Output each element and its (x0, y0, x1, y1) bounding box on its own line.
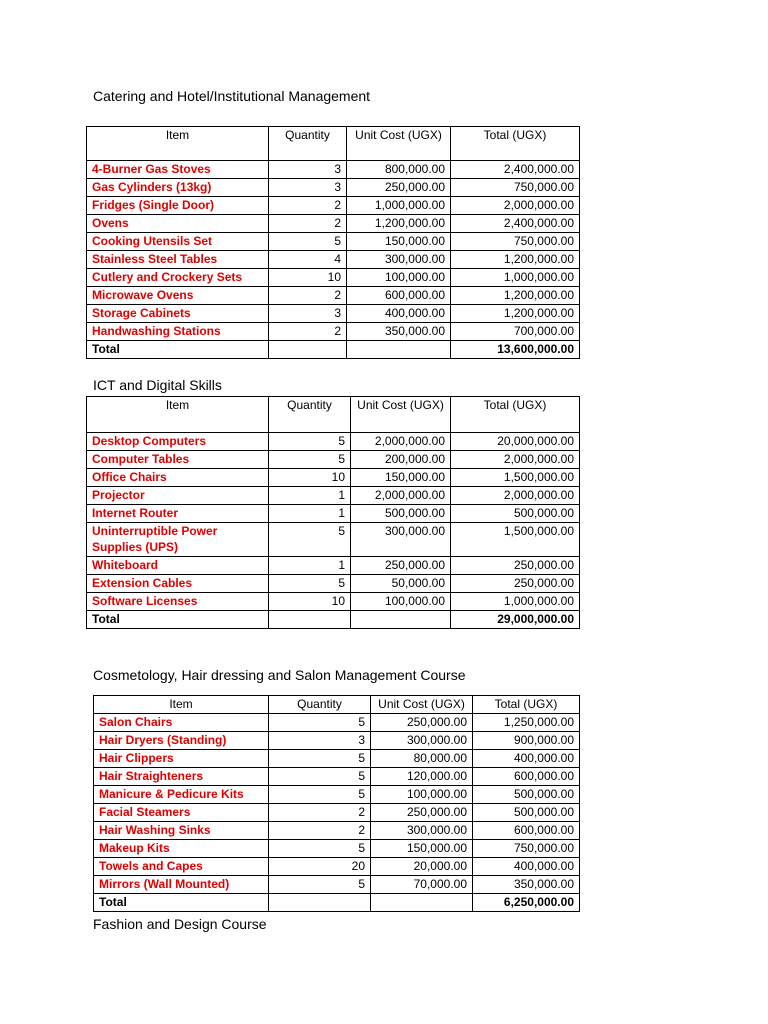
unit-cost-cell: 600,000.00 (347, 287, 451, 305)
table-row (94, 876, 580, 894)
unit-cost-cell: 250,000.00 (347, 179, 451, 197)
quantity-cell: 5 (269, 786, 371, 804)
quantity-cell: 2 (269, 323, 347, 341)
header-total: Total (UGX) (473, 696, 580, 714)
total-label: Total (87, 611, 269, 629)
unit-cost-cell: 250,000.00 (371, 714, 473, 732)
section-title-fashion: Fashion and Design Course (93, 916, 267, 932)
item-cell: Uninterruptible Power Supplies (UPS) (87, 523, 269, 557)
unit-cost-cell: 100,000.00 (347, 269, 451, 287)
table-body (87, 433, 580, 611)
table-header-row (94, 696, 580, 714)
total-cell: 700,000.00 (451, 323, 580, 341)
header-total: Total (UGX) (451, 397, 580, 433)
total-cell: 600,000.00 (473, 768, 580, 786)
unit-cost-cell: 150,000.00 (347, 233, 451, 251)
total-cell: 1,000,000.00 (451, 593, 580, 611)
table-row (87, 215, 580, 233)
total-value: 13,600,000.00 (451, 341, 580, 359)
total-cell: 750,000.00 (473, 840, 580, 858)
table-row (87, 251, 580, 269)
total-cell: 400,000.00 (473, 858, 580, 876)
total-cell: 1,000,000.00 (451, 269, 580, 287)
header-item: Item (87, 397, 269, 433)
unit-cost-cell: 50,000.00 (351, 575, 451, 593)
quantity-cell: 3 (269, 161, 347, 179)
table-row (87, 233, 580, 251)
total-cell: 500,000.00 (473, 786, 580, 804)
unit-cost-cell: 300,000.00 (371, 732, 473, 750)
table-row (87, 487, 580, 505)
item-cell: Internet Router (87, 505, 269, 523)
item-cell: Towels and Capes (94, 858, 269, 876)
quantity-cell: 5 (269, 876, 371, 894)
table-row (94, 714, 580, 732)
unit-cost-cell: 70,000.00 (371, 876, 473, 894)
table-header-row (87, 127, 580, 161)
total-row (94, 894, 580, 912)
quantity-cell: 5 (269, 750, 371, 768)
header-total: Total (UGX) (451, 127, 580, 161)
item-cell: Microwave Ovens (87, 287, 269, 305)
quantity-cell: 2 (269, 215, 347, 233)
item-cell: 4-Burner Gas Stoves (87, 161, 269, 179)
header-unit-cost: Unit Cost (UGX) (351, 397, 451, 433)
total-cell: 400,000.00 (473, 750, 580, 768)
item-cell: Stainless Steel Tables (87, 251, 269, 269)
table-row (87, 305, 580, 323)
table-row (94, 750, 580, 768)
total-cell: 600,000.00 (473, 822, 580, 840)
table-row (94, 804, 580, 822)
total-cell: 1,500,000.00 (451, 523, 580, 557)
unit-cost-cell: 350,000.00 (347, 323, 451, 341)
item-cell: Computer Tables (87, 451, 269, 469)
table-row (87, 451, 580, 469)
item-cell: Manicure & Pedicure Kits (94, 786, 269, 804)
quantity-cell: 5 (269, 523, 351, 557)
unit-cost-cell: 800,000.00 (347, 161, 451, 179)
header-item: Item (94, 696, 269, 714)
item-cell: Whiteboard (87, 557, 269, 575)
header-unit-cost: Unit Cost (UGX) (371, 696, 473, 714)
quantity-cell: 2 (269, 287, 347, 305)
ict-budget-table (86, 396, 580, 629)
total-cell: 1,500,000.00 (451, 469, 580, 487)
item-cell: Handwashing Stations (87, 323, 269, 341)
unit-cost-cell: 500,000.00 (351, 505, 451, 523)
unit-cost-cell: 250,000.00 (371, 804, 473, 822)
quantity-cell: 2 (269, 822, 371, 840)
total-cell: 20,000,000.00 (451, 433, 580, 451)
total-cell: 750,000.00 (451, 179, 580, 197)
unit-cost-cell: 300,000.00 (371, 822, 473, 840)
unit-cost-cell: 120,000.00 (371, 768, 473, 786)
item-cell: Cutlery and Crockery Sets (87, 269, 269, 287)
table-row (87, 269, 580, 287)
unit-cost-cell: 80,000.00 (371, 750, 473, 768)
table-row (94, 840, 580, 858)
total-value: 29,000,000.00 (451, 611, 580, 629)
quantity-cell: 5 (269, 840, 371, 858)
header-quantity: Quantity (269, 127, 347, 161)
quantity-cell: 5 (269, 451, 351, 469)
total-label: Total (94, 894, 269, 912)
unit-cost-cell: 2,000,000.00 (351, 433, 451, 451)
unit-cost-cell: 1,000,000.00 (347, 197, 451, 215)
item-cell: Office Chairs (87, 469, 269, 487)
item-cell: Salon Chairs (94, 714, 269, 732)
unit-cost-cell: 20,000.00 (371, 858, 473, 876)
item-cell: Hair Straighteners (94, 768, 269, 786)
table-row (87, 287, 580, 305)
total-cell: 500,000.00 (473, 804, 580, 822)
table-row (94, 732, 580, 750)
total-row (87, 341, 580, 359)
total-cell: 900,000.00 (473, 732, 580, 750)
total-quantity-empty (269, 341, 347, 359)
item-cell: Hair Washing Sinks (94, 822, 269, 840)
table-row (87, 593, 580, 611)
total-cell: 500,000.00 (451, 505, 580, 523)
total-cell: 750,000.00 (451, 233, 580, 251)
table-row (87, 433, 580, 451)
table-row (94, 858, 580, 876)
quantity-cell: 10 (269, 269, 347, 287)
quantity-cell: 1 (269, 557, 351, 575)
unit-cost-cell: 150,000.00 (351, 469, 451, 487)
table-body (94, 714, 580, 894)
header-quantity: Quantity (269, 397, 351, 433)
total-cell: 2,400,000.00 (451, 215, 580, 233)
total-unit-cost-empty (351, 611, 451, 629)
item-cell: Desktop Computers (87, 433, 269, 451)
table-row (87, 161, 580, 179)
header-item: Item (87, 127, 269, 161)
item-cell: Fridges (Single Door) (87, 197, 269, 215)
table-row (87, 323, 580, 341)
table-header-row (87, 397, 580, 433)
table-row (94, 822, 580, 840)
section-title-ict: ICT and Digital Skills (93, 377, 222, 393)
total-unit-cost-empty (371, 894, 473, 912)
total-cell: 250,000.00 (451, 575, 580, 593)
item-cell: Ovens (87, 215, 269, 233)
quantity-cell: 5 (269, 714, 371, 732)
table-row (87, 469, 580, 487)
quantity-cell: 20 (269, 858, 371, 876)
total-cell: 2,000,000.00 (451, 487, 580, 505)
item-cell: Mirrors (Wall Mounted) (94, 876, 269, 894)
quantity-cell: 10 (269, 593, 351, 611)
item-cell: Extension Cables (87, 575, 269, 593)
total-value: 6,250,000.00 (473, 894, 580, 912)
item-cell: Software Licenses (87, 593, 269, 611)
item-cell: Projector (87, 487, 269, 505)
section-title-cosmetology: Cosmetology, Hair dressing and Salon Management Course (93, 667, 466, 683)
unit-cost-cell: 2,000,000.00 (351, 487, 451, 505)
quantity-cell: 3 (269, 179, 347, 197)
table-row (87, 575, 580, 593)
quantity-cell: 5 (269, 575, 351, 593)
item-cell: Gas Cylinders (13kg) (87, 179, 269, 197)
item-cell: Hair Dryers (Standing) (94, 732, 269, 750)
table-row (87, 523, 580, 557)
total-cell: 1,250,000.00 (473, 714, 580, 732)
catering-budget-table (86, 126, 580, 359)
item-cell: Makeup Kits (94, 840, 269, 858)
total-label: Total (87, 341, 269, 359)
unit-cost-cell: 250,000.00 (351, 557, 451, 575)
unit-cost-cell: 300,000.00 (347, 251, 451, 269)
unit-cost-cell: 300,000.00 (351, 523, 451, 557)
quantity-cell: 5 (269, 433, 351, 451)
item-cell: Cooking Utensils Set (87, 233, 269, 251)
quantity-cell: 4 (269, 251, 347, 269)
total-cell: 2,000,000.00 (451, 451, 580, 469)
quantity-cell: 1 (269, 487, 351, 505)
quantity-cell: 2 (269, 804, 371, 822)
cosmetology-budget-table (93, 695, 580, 912)
unit-cost-cell: 1,200,000.00 (347, 215, 451, 233)
table-row (94, 786, 580, 804)
table-body (87, 161, 580, 341)
quantity-cell: 5 (269, 768, 371, 786)
total-cell: 1,200,000.00 (451, 287, 580, 305)
quantity-cell: 10 (269, 469, 351, 487)
unit-cost-cell: 100,000.00 (351, 593, 451, 611)
item-cell: Hair Clippers (94, 750, 269, 768)
section-title-catering: Catering and Hotel/Institutional Management (93, 88, 371, 104)
total-quantity-empty (269, 611, 351, 629)
total-row (87, 611, 580, 629)
unit-cost-cell: 400,000.00 (347, 305, 451, 323)
total-cell: 2,000,000.00 (451, 197, 580, 215)
quantity-cell: 3 (269, 305, 347, 323)
table-row (87, 179, 580, 197)
total-unit-cost-empty (347, 341, 451, 359)
quantity-cell: 3 (269, 732, 371, 750)
item-cell: Storage Cabinets (87, 305, 269, 323)
quantity-cell: 1 (269, 505, 351, 523)
item-cell: Facial Steamers (94, 804, 269, 822)
total-cell: 250,000.00 (451, 557, 580, 575)
unit-cost-cell: 150,000.00 (371, 840, 473, 858)
table-row (87, 557, 580, 575)
total-quantity-empty (269, 894, 371, 912)
unit-cost-cell: 200,000.00 (351, 451, 451, 469)
total-cell: 350,000.00 (473, 876, 580, 894)
total-cell: 2,400,000.00 (451, 161, 580, 179)
table-row (87, 197, 580, 215)
table-row (94, 768, 580, 786)
header-quantity: Quantity (269, 696, 371, 714)
total-cell: 1,200,000.00 (451, 251, 580, 269)
quantity-cell: 2 (269, 197, 347, 215)
quantity-cell: 5 (269, 233, 347, 251)
total-cell: 1,200,000.00 (451, 305, 580, 323)
unit-cost-cell: 100,000.00 (371, 786, 473, 804)
header-unit-cost: Unit Cost (UGX) (347, 127, 451, 161)
table-row (87, 505, 580, 523)
